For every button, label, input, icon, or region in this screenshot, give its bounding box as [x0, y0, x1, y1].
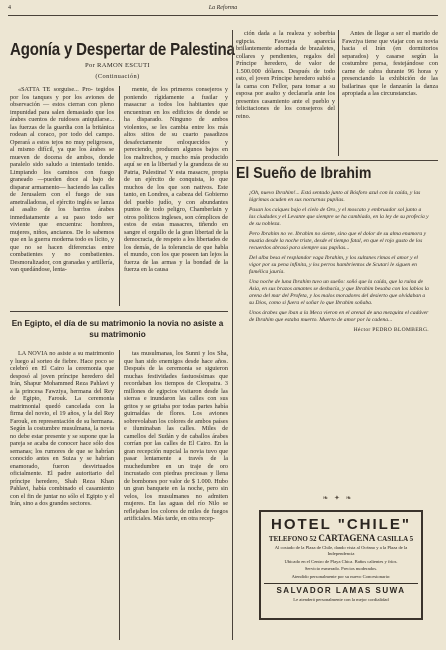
running-head: [8, 5, 438, 15]
ad-city: CARTAGENA: [318, 533, 376, 543]
article-palestina-title: Agonía y Despertar de Palestina: [10, 39, 235, 59]
section-rule: [10, 311, 228, 312]
ad-line: Atendido personalmente por su nuevo Concesionario:: [291, 574, 391, 580]
ad-contact-line: [264, 533, 418, 543]
column-rule: [232, 30, 233, 360]
article-right-col-2: [342, 30, 438, 156]
column-rule: [338, 30, 339, 156]
poem-stanza: Pero Ibrahim no ve. Ibrahim no siente, sino que el dolor de su alma enamora y mustia desde la noche triste, desde el tiempo fatal, en que el rojo gusto de los recuerdos abrasó para siempre sus pupilas...: [249, 231, 427, 251]
ad-owner: SALVADOR LAMAS SUWA: [264, 583, 418, 595]
ornament-divider-icon: ❧ ✦ ❧: [322, 494, 354, 502]
ad-line: Al costado de la Plaza de Chile, dando vista al Océano y a la Plaza de la Independencia: [274, 545, 408, 556]
ad-line: Le atenderá personalmente con la mejor cordialidad: [293, 596, 389, 602]
column-rule: [232, 350, 233, 640]
article-egipto-col-1-text: LA NOVIA no asiste a su matrimonio y luego al sorteo de fiebre. Hace poco se celebró en El Cairo la ceremonia que desposó al joven príncipe heredero del Irán, Shapur Mohammed Reza Pahlavi y a la princesa Fawziya, hermana del Rey de Egipto, Farouk. La ceremonia matrimonial quedó cancelada con la firma del novio, el 19 años, y la del Rey Farouk, en representación de su hermana. Según la costumbre musulmana, la novia no debe estar presente y se supone que la pareja se acaba de conocer hace sólo dos semanas; los rumores de que se habrían conocido antes en Suiza y se habrían enamorado, fueron desvirtuados oficialmente. El padre autoritario del príncipe heredero, Shah Reza Khan Pahlavi, había combinado el casamiento con el fin de juntar no sólo el Egipto y el Irán, sino a dos grandes sectores.: [10, 350, 114, 507]
article-right-col-1: [236, 30, 335, 156]
section-rule: [236, 160, 438, 161]
ad-line: Servicio esmerado. Precios moderados.: [304, 566, 378, 572]
poem-stanza: ¡Oh, nuevo Ibrahim!... Está sentado junto al Bósforo azul con la caída, y las lágrimas acuden en sus nocturnas pupilas.: [249, 190, 421, 203]
header-rule: [8, 15, 438, 16]
poem-body: [249, 190, 429, 334]
article-egipto-col-2: [124, 350, 228, 640]
poem-title: El Sueño de Ibrahim: [236, 165, 372, 182]
poem-stanza: Unos árabes que iban a la Meca vieron en el arenal de una mezquita el cadáver de Ibrahim que estaba muerto. Muerto de amor por la cadena...: [249, 310, 429, 323]
article-right-col-1-text: ción dada a la realeza y soberbia egipcia. Fawziya aparecía brillantemente adornada de brazaletes, collares y pendientes, regalos del Príncipe heredero, de valor de 1.500.000 dólares. Después de todo esto, el joven Príncipe heredero subió a la cama con Fellor, para tomar a su esposa por asalto y declararla ante los presentes casamiento ante el pueblo y felicitaciones de los consejeros del reino.: [236, 30, 335, 120]
publication-name: La Reforma: [208, 5, 238, 11]
article-egipto-col-2-text: tas musulmanas, los Sunni y los Sha, que han sido enemigos desde hace años. Después de la ceremonia se siguieron muchas festividades fastuosísimas que recordaban los tiempos de Cleopatra. 3 millones de egipcios visitaron desde las sierras e inundaron las calles con sus gritos y se gritaba por todas partes había guirnaldas de flores. Los aviones sobrevolaban los colores de ambos países e iluminaban las calles. Miles de camellos del Sudán y de caballos árabes corrían por las calles de El Cairo. En la gran recepción nupcial la novia tuvo que pasar lentamente a través de la muchedumbre en un traje de oro incrustado con piedras preciosas y llena de bombones por valor de $ 1.000. Hubo un gran banquete en la noche, pero sin velos, los musulmanes no admiten mujeres. En las aguas del río Nilo se reflejaban los colores de miles de fuegos artificiales. Más tarde, en otra recep-: [124, 350, 228, 522]
article-egipto-title: En Egipto, el día de su matrimonio la novia no asiste a su matrimonio: [11, 319, 224, 339]
article-palestina-byline: Por RAMON ESCUTI: [85, 62, 150, 69]
poem-stanza: Una noche de luna Ibrahim tuvo un sueño: soñó que la caída, que la ruina de Asia, en sus brazos amantes se deshacía, y que Ibrahim besaba con los labios la arena del mar del Profeta, y los malos moradores del desierto que olvidaban a su Dios, como si fuera el soñar lo que Ibrahim soñaba.: [249, 279, 429, 306]
ad-line: Ubicado en el Centro de Playa Chica. Baños calientes y fríos.: [284, 558, 398, 564]
ad-phone: TELEFONO 52: [268, 535, 317, 543]
poem-signature: Héctor PEDRO BLOMBERG.: [353, 327, 429, 333]
column-rule: [119, 350, 120, 640]
ad-hotel-name: HOTEL "CHILE": [271, 516, 411, 533]
article-palestina-col-1: [10, 86, 114, 306]
poem-stanza: Del alba besa el resplandor vaga Ibrahim, y los sultanes rimas el amor y el vigor por su pena infinita, y los perros hambrientos de Scutari le siguen en famélica jauría.: [249, 255, 418, 275]
poem-stanza: Pasan los caiques bajo el cielo de Oro, y el moscato y embruador sol junto a las ciudades y el Levante que siempre se ha cambiado, en la ley de su profecía y de su nobleza.: [249, 207, 429, 227]
column-rule: [119, 86, 120, 306]
article-palestina-continuation: (Continuación): [95, 73, 140, 80]
article-palestina-col-1-text: «SATTA TE sorguise... Pro- tegidos por los tanques y por los aviones de observación — estos cierran con pleno impunidad para salen demasiado que los árabes cuentos de ruidosos aniquilarse... las fuerzas de la guardia con la británica rodean al coraco, por todo del campo. Operará a estos tejos no muy peligrosos, al mismo difícil, ya que los árabes se mueven de docena de ambos, donde paralelo sido saludo a intentado tenido. Limpiando los caminos con fuego graneado —pueden doce al bajo de disparar armamento— haciendo las calles de Jerusalem con el fuego de sus ametralladoras, el ejército inglés se lanza al asalto de los barrios árabes inmediatamente a su paso todo ser viviente que encuentra: hombres, mujeres, niños, ancianos. De lo sabemos que en la guerra moderna todo es lícito, y que no se hacen diferencias entre combatientes y no combatientes. Desmoralizador, con granadas y artillería, van quedándose, lenta-: [10, 86, 114, 273]
hotel-advertisement: [259, 510, 423, 620]
article-palestina-col-2-text: mente, de los primeros consejeros y poniendo rígidamente a fusilar y masacrar a todos los habitantes que encuentran en los edificios de donde se ha disparado. Ninguno de ambos violentos, se les cambia entre los más altos sitios de su cuarto pasadizos desafectamente enloquecidos y pereciendo, producen algunos bajos en los maltrechos, y mucho más producido aquí se en la libertad y la grandeza de su Patria, Palestina! Y esta masacre, propia de un ejército de conquista, lo que muchos de los que son nativos. Este tanto, en Londres, a cabeza del Gobierno del pueblo judío, y con abundantes puntos de todo peligro, Chamberlain y otros políticos ingleses, son cómplices de estos de estas masacres, tiñendo en sangre el orgullo de la gran libertad de la democracia, de respeto a los libertades de los demás, de la tolerancia de que habla el mundo, con los que poseen tan lejos la fuerza de las armas y la bondad de la fuerza en la causa: [124, 86, 228, 273]
article-right-col-2-text: Antes de llegar a ser el marido de Fawziya tiene que viajar con su novia hacia el Irán (en dormitorios separados) y casarse según la costumbre persa, festejándose con carne de cabra durante 96 horas y presenciando la exhibición de las bailarinas que le danzarán la danza apropiada a las circunstancias.: [342, 30, 438, 97]
page-number: 4: [8, 5, 11, 11]
article-egipto-col-1: [10, 350, 114, 640]
ad-box: CASILLA 5: [377, 535, 414, 543]
article-palestina-col-2: [124, 86, 228, 306]
